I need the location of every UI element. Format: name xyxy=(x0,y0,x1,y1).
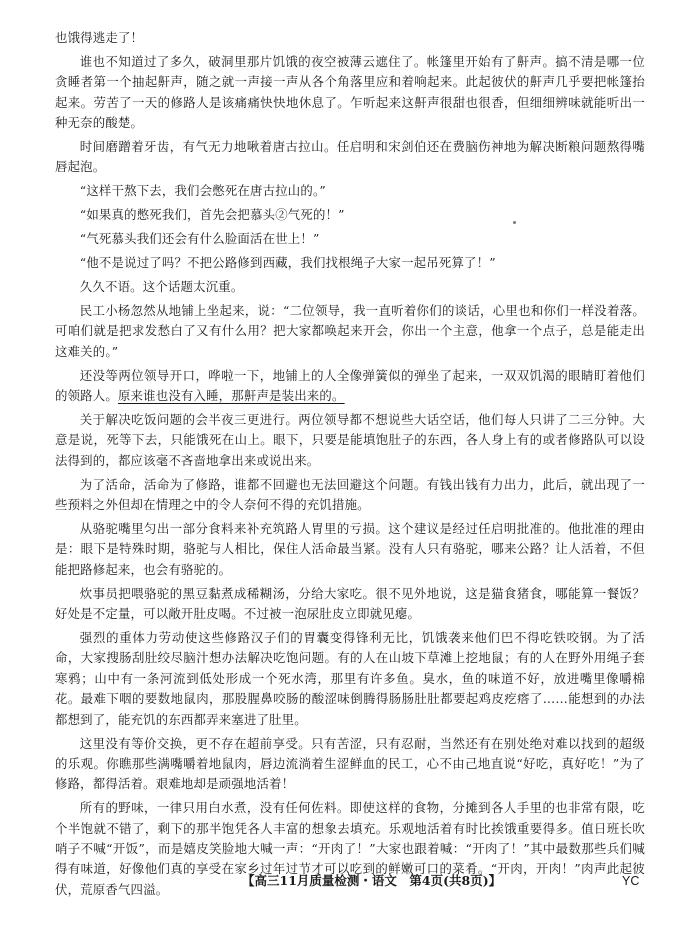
paragraph: 从骆驼嘴里匀出一部分食料来补充筑路人胃里的亏损。这个建议是经过任启明批准的。他批准的理由是：眼下是特殊时期，骆驼与人相比，保住人活命最当紧。没有人只有骆驼，哪来公路？让人活着，不但能把路修起来，也会有骆驼的。 xyxy=(55,520,645,577)
print-speck xyxy=(513,221,516,224)
paragraph-text: 还没等两位领导开口，哗啦一下，地铺上的人全像弹簧似的弹坐了起来，一双双饥渴的眼睛盯着他们的领路人。 xyxy=(55,367,645,403)
underlined-sentence: 原来谁也没有入睡，那鼾声是装出来的。 xyxy=(117,388,345,403)
paragraph: 关于解决吃饭问题的会半夜三更进行。两位领导都不想说些大话空话，他们每人只讲了二三分钟。大意是说，死等下去，只能饿死在山上。眼下，只要是能填饱肚子的东西，各人身上有的或者修路队可以设法得到的，都应该毫不吝啬地拿出来或说出来。 xyxy=(55,411,645,468)
article-body xyxy=(55,28,645,904)
quote-line: “他不是说过了吗？不把公路修到西藏，我们找根绳子大家一起吊死算了！” xyxy=(79,255,496,271)
paragraph: 久久不语。这个话题太沉重。 xyxy=(79,278,244,294)
paragraph: 时间磨蹭着牙齿，有气无力地啾着唐古拉山。任启明和宋剑伯还在费脑伤神地为解决断粮问题熬得嘴唇起泡。 xyxy=(55,139,645,175)
footer-code: YC xyxy=(622,874,640,888)
paragraph: 民工小杨忽然从地铺上坐起来，说：“二位领导，我一直听着你们的谈话，心里也和你们一样没着落。可咱们就是把求发愁白了又有什么用？把大家都唤起来开会，你出一个主意，他拿一个点子，总是能走出这难关的。” xyxy=(55,302,645,359)
footer-page-info: 【高三11月质量检测・语文 第4页(共8页)】 xyxy=(242,873,502,888)
page-footer xyxy=(0,871,692,891)
paragraph: 这里没有等价交换，更不存在超前享受。只有苦涩，只有忍耐，当然还有在别处绝对难以找到的超级的乐观。你瞧那些满嘴嚼着地鼠肉，唇边流淌着生涩鲜血的民工，心不由己地直说“好吃，真好吃！”为了修路，都得活着。艰难地却是顽强地活着！ xyxy=(55,735,645,792)
paragraph: 炊事员把喂骆驼的黑豆黏煮成稀糊汤，分给大家吃。很不见外地说，这是猫食猪食，哪能算一餐饭？好处是不定量，可以敞开肚皮喝。不过被一泡尿肚皮立即就见瘪。 xyxy=(55,585,645,622)
quote-line: “气死慕头我们还会有什么脸面活在世上！” xyxy=(79,231,320,247)
quote-line: “如果真的憋死我们，首先会把慕头②气死的！” xyxy=(79,207,345,223)
quote-line: “这样干熬下去，我们会憋死在唐古拉山的。” xyxy=(79,183,326,199)
paragraph xyxy=(55,366,645,407)
paragraph: 谁也不知道过了多久，破洞里那片饥饿的夜空被薄云遮住了。帐篷里开始有了鼾声。搞不清是哪一位贪睡者第一个抽起鼾声，随之就一声接一声从各个角落里应和着响起来。此起彼伏的鼾声几乎要把帐篷抬起来。劳苦了一天的修路人是该痛痛快快地休息了。乍听起来这鼾声很甜也很香，但细细辨味就能听出一种无奈的酸楚。 xyxy=(55,53,645,131)
paragraph: 也饿得逃走了！ xyxy=(55,30,144,45)
paragraph: 为了活命，活命为了修路，谁都不回避也无法回避这个问题。有钱出钱有力出力，此后，就出现了一些预料之外但却在情理之中的令人奈何不得的充饥措施。 xyxy=(55,476,645,513)
paragraph: 强烈的重体力劳动使这些修路汉子们的胃囊变得锋利无比，饥饿袭来他们巴不得吃铁咬钢。为了活命，大家搜肠刮肚绞尽脑汁想办法解决吃饱问题。有的人在山坡下草滩上挖地鼠；有的人在野外用绳子套寒鸦；山中有一条河流到低处形成一个死水湾，那里有许多鱼。臭水，鱼的味道不好，放进嘴里像嚼棉花。最难下咽的要数地鼠肉，那股腥鼻咬肠的酸涩味倒腾得肠肠肚肚都要起鸡皮疙瘩了……能想到的办法都想到了，能充饥的东西都弄来塞进了肚里。 xyxy=(55,629,645,727)
paragraph: 所有的野味，一律只用白水煮，没有任何佐料。即使这样的食物，分摊到各人手里的也非常有限，吃个半饱就不错了，剩下的那半饱凭各人丰富的想象去填充。乐观地活着有时比挨饿重要得多。值日班长吹哨子不喊“开饭”，而是嬉皮笑脸地大喊一声：“开肉了！”大家也跟着喊：“开肉了！”其中最数那些兵们喊得有味道，好像他们真的享受在家乡过年过节才可以吃到的鲜嫩可口的菜肴。“开肉，开肉！”肉声此起彼伏，荒原香气四溢。 xyxy=(55,800,645,897)
